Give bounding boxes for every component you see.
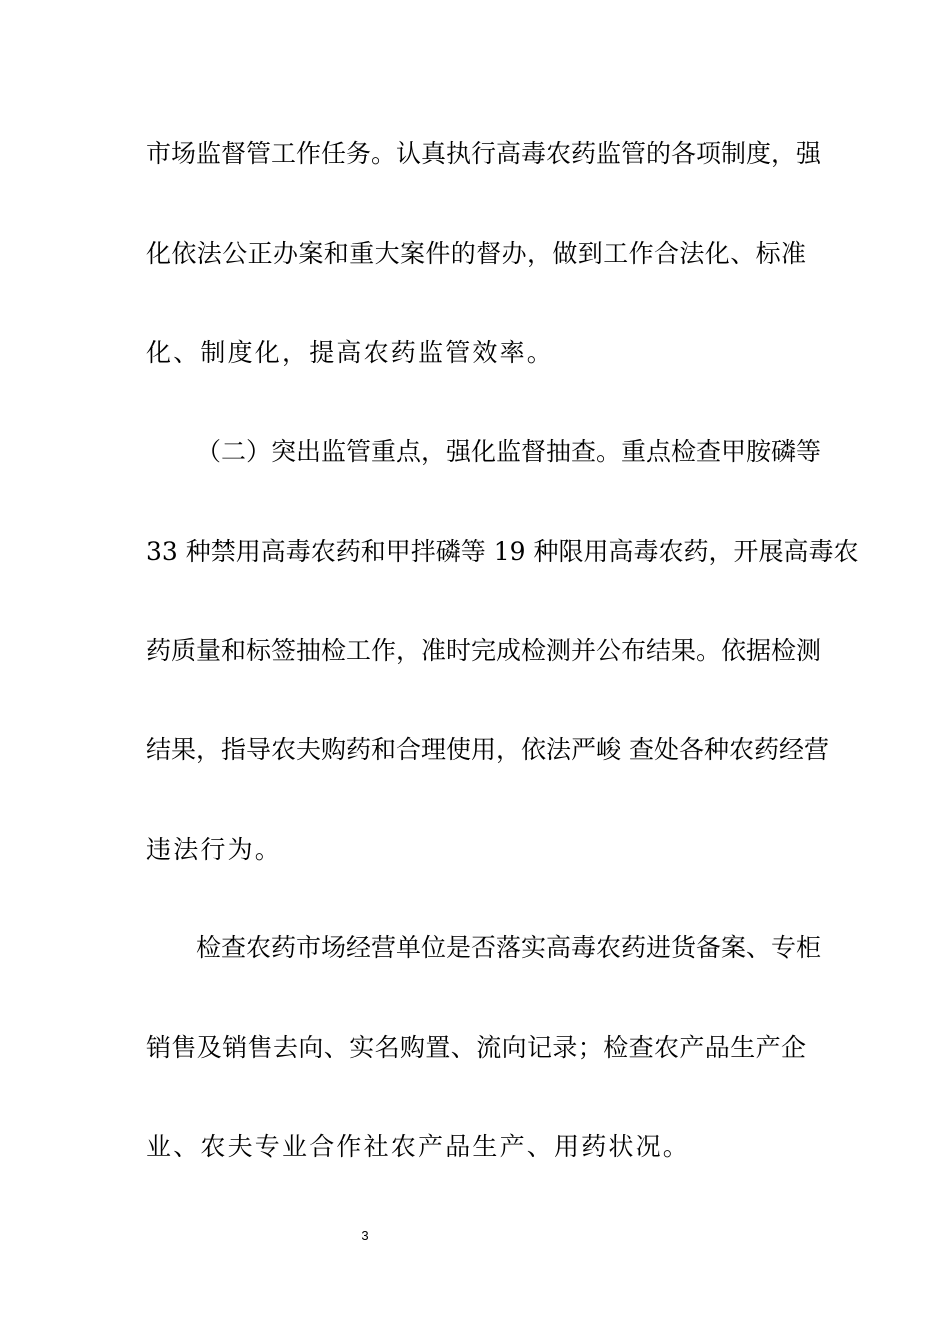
paragraph-line: 结果，指导农夫购药和合理使用，依法严峻 查处各种农药经营 bbox=[146, 735, 829, 764]
paragraph-line: 药质量和标签抽检工作，准时完成检测并公布结果。依据检测 bbox=[146, 636, 822, 665]
paragraph-line: 市场监督管工作任务。认真执行高毒农药监管的各项制度，强 bbox=[146, 139, 822, 168]
paragraph-line: 业、农夫专业合作社农产品生产、用药状况。 bbox=[146, 1132, 691, 1161]
page-number: 3 bbox=[361, 1228, 369, 1243]
paragraph-line: （二）突出监管重点，强化监督抽查。重点检查甲胺磷等 bbox=[196, 437, 822, 466]
paragraph-line: 化、制度化，提高农药监管效率。 bbox=[146, 338, 555, 367]
paragraph-line: 33 种禁用高毒农药和甲拌磷等 19 种限用高毒农药，开展高毒农 bbox=[146, 537, 859, 566]
paragraph-line: 违法行为。 bbox=[146, 835, 283, 864]
paragraph-line: 化依法公正办案和重大案件的督办，做到工作合法化、标准 bbox=[146, 239, 806, 268]
paragraph-line: 销售及销售去向、实名购置、流向记录；检查农产品生产企 bbox=[146, 1033, 806, 1062]
paragraph-line: 检查农药市场经营单位是否落实高毒农药进货备案、专柜 bbox=[196, 933, 822, 962]
